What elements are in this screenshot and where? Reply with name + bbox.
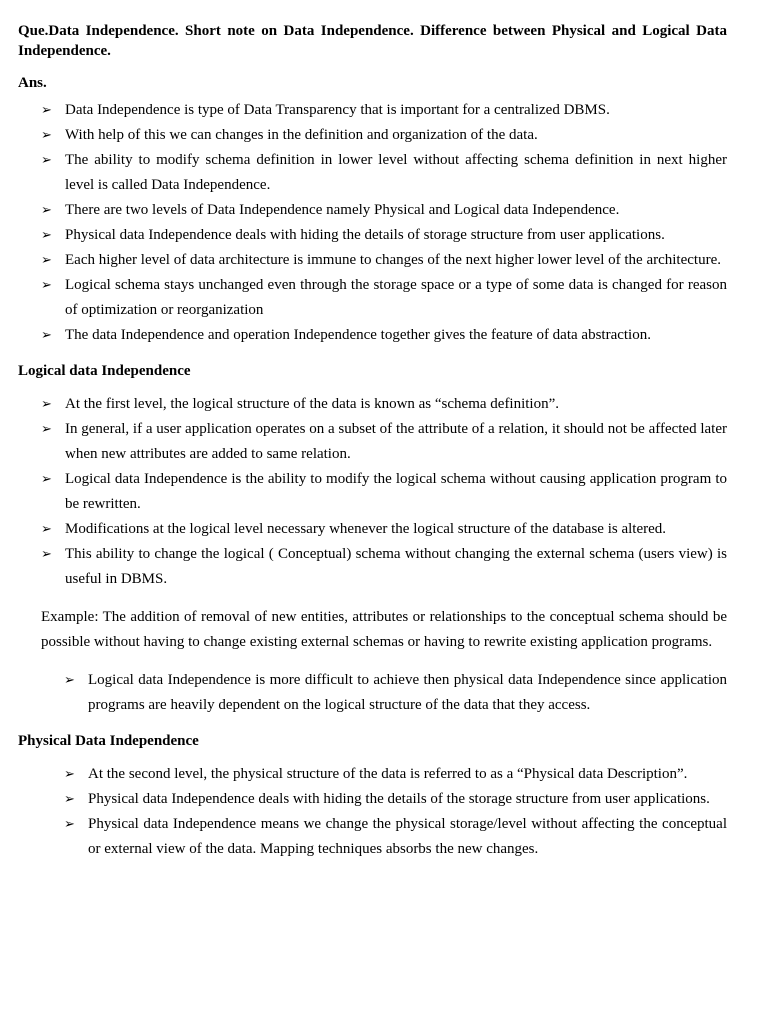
arrow-bullet-icon: ➢ (41, 228, 52, 243)
list-item: ➢ Modifications at the logical level necessary whenever the logical structure of the database is altered. (18, 517, 727, 542)
arrow-bullet-icon: ➢ (41, 328, 52, 343)
list-item: ➢ The ability to modify schema definition in lower level without affecting schema definition in next higher level is called Data Independence. (18, 148, 727, 198)
arrow-bullet-icon: ➢ (64, 792, 75, 807)
list-item: ➢ There are two levels of Data Independence namely Physical and Logical data Independence. (18, 198, 727, 223)
arrow-bullet-icon: ➢ (41, 253, 52, 268)
list-item: ➢ The data Independence and operation Independence together gives the feature of data abstraction. (18, 323, 727, 348)
arrow-bullet-icon: ➢ (64, 817, 75, 832)
arrow-bullet-icon: ➢ (41, 203, 52, 218)
logical-bullet-list (18, 392, 727, 592)
arrow-bullet-icon: ➢ (41, 103, 52, 118)
logical-section-heading: Logical data Independence (18, 363, 191, 379)
list-item: ➢ This ability to change the logical ( Conceptual) schema without changing the external schema (users view) is useful in DBMS. (18, 542, 727, 592)
logical-extra-bullet-list (18, 668, 727, 718)
arrow-bullet-icon: ➢ (41, 522, 52, 537)
arrow-bullet-icon: ➢ (64, 673, 75, 688)
list-item: ➢ At the first level, the logical structure of the data is known as “schema definition”. (18, 392, 727, 417)
list-item: ➢ Physical data Independence means we change the physical storage/level without affecting the conceptual or external view of the data. Mapping techniques absorbs the new changes. (18, 812, 727, 862)
list-item: ➢ Logical data Independence is more difficult to achieve then physical data Independence since application programs are heavily dependent on the logical structure of the data that they access. (18, 668, 727, 718)
arrow-bullet-icon: ➢ (41, 128, 52, 143)
arrow-bullet-icon: ➢ (41, 397, 52, 412)
list-item: ➢ Physical data Independence deals with hiding the details of storage structure from user applications. (18, 223, 727, 248)
arrow-bullet-icon: ➢ (41, 547, 52, 562)
list-item: ➢ Each higher level of data architecture is immune to changes of the next higher lower level of the architecture. (18, 248, 727, 273)
list-item: ➢ In general, if a user application operates on a subset of the attribute of a relation, it should not be affected later when new attributes are added to same relation. (18, 417, 727, 467)
arrow-bullet-icon: ➢ (41, 153, 52, 168)
list-item: ➢ Logical data Independence is the ability to modify the logical schema without causing application program to be rewritten. (18, 467, 727, 517)
physical-section-heading: Physical Data Independence (18, 733, 199, 749)
list-item: ➢ Data Independence is type of Data Transparency that is important for a centralized DBMS. (18, 98, 727, 123)
list-item: ➢ At the second level, the physical structure of the data is referred to as a “Physical data Description”. (18, 762, 727, 787)
intro-bullet-list (18, 98, 727, 348)
arrow-bullet-icon: ➢ (41, 422, 52, 437)
physical-bullet-list (18, 762, 727, 862)
example-paragraph: Example: The addition of removal of new entities, attributes or relationships to the conceptual schema should be possible without having to change existing external schemas or having to rewrite existing application programs. (41, 609, 727, 650)
arrow-bullet-icon: ➢ (41, 472, 52, 487)
question-title: Que.Data Independence. Short note on Data Independence. Difference between Physical and Logical Data Independence. (18, 23, 727, 59)
list-item: ➢ Logical schema stays unchanged even through the storage space or a type of some data is changed for reason of optimization or reorganization (18, 273, 727, 323)
arrow-bullet-icon: ➢ (64, 767, 75, 782)
list-item: ➢ With help of this we can changes in the definition and organization of the data. (18, 123, 727, 148)
list-item: ➢ Physical data Independence deals with hiding the details of the storage structure from user applications. (18, 787, 727, 812)
answer-label: Ans. (18, 75, 47, 91)
arrow-bullet-icon: ➢ (41, 278, 52, 293)
